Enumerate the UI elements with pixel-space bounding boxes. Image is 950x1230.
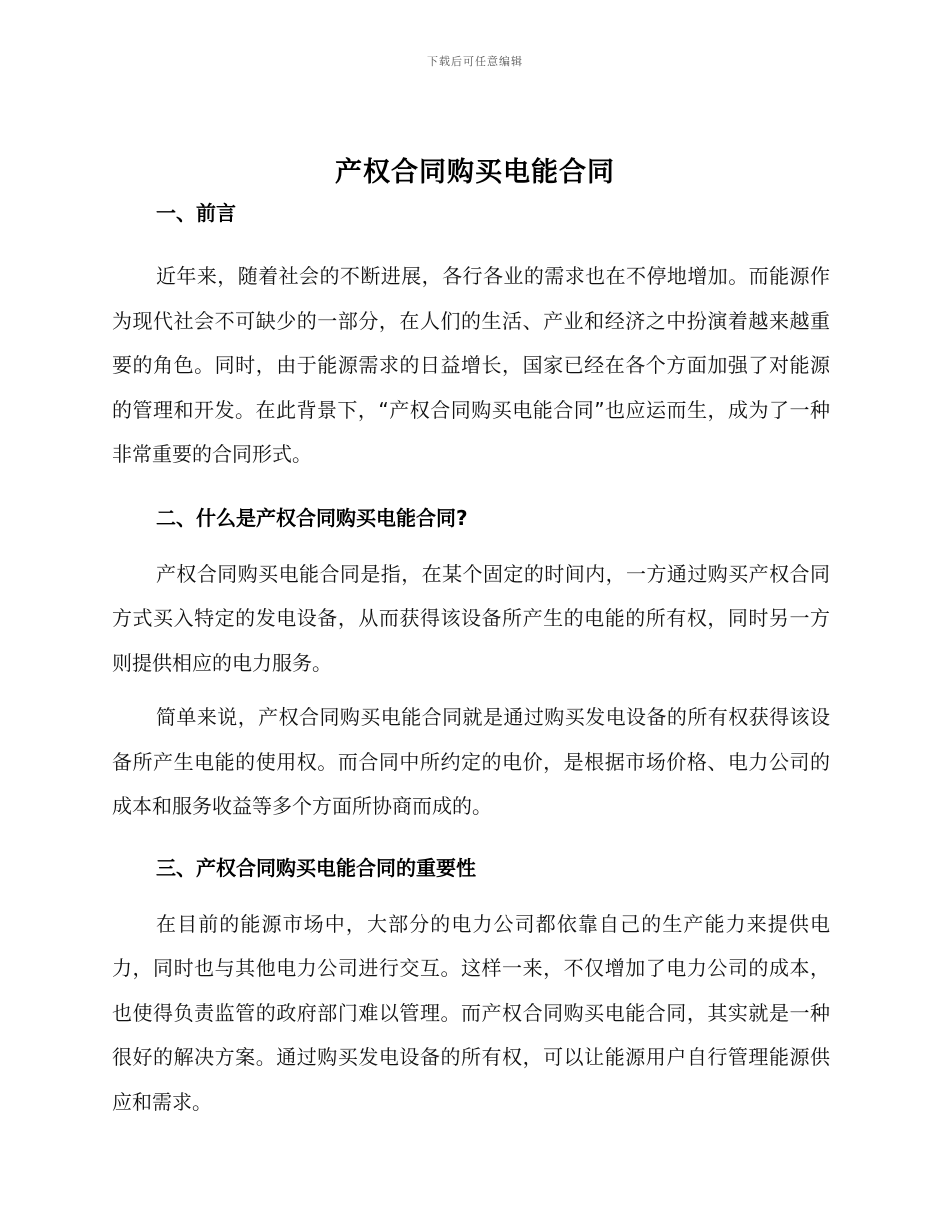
- paragraph-preface: 近年来，随着社会的不断进展，各行各业的需求也在不停地增加。而能源作为现代社会不可缺少的一部分，在人们的生活、产业和经济之中扮演着越来越重要的角色。同时，由于能源需求的日益增长，国家已经在各个方面加强了对能源的管理和开发。在此背景下，“产权合同购买电能合同”也应运而生，成为了一种非常重要的合同形式。: [112, 264, 830, 466]
- section-heading-definition: 二、什么是产权合同购买电能合同?: [156, 505, 468, 530]
- document-title: 产权合同购买电能合同: [335, 157, 615, 188]
- header-note: 下载后可任意编辑: [427, 55, 523, 68]
- paragraph-definition-2: 简单来说，产权合同购买电能合同就是通过购买发电设备的所有权获得该设备所产生电能的使用权。而合同中所约定的电价，是根据市场价格、电力公司的成本和服务收益等多个方面所协商而成的。: [112, 705, 830, 818]
- paragraph-definition-1: 产权合同购买电能合同是指，在某个固定的时间内，一方通过购买产权合同方式买入特定的发电设备，从而获得该设备所产生的电能的所有权，同时另一方则提供相应的电力服务。: [112, 561, 830, 675]
- document-body: [112, 198, 830, 1124]
- section-heading-importance: 三、产权合同购买电能合同的重要性: [156, 855, 476, 880]
- paragraph-importance: 在目前的能源市场中，大部分的电力公司都依靠自己的生产能力来提供电力，同时也与其他电力公司进行交互。这样一来，不仅增加了电力公司的成本，也使得负责监管的政府部门难以管理。而产权合同购买电能合同，其实就是一种很好的解决方案。通过购买发电设备的所有权，可以让能源用户自行管理能源供应和需求。: [112, 911, 830, 1114]
- section-heading-preface: 一、前言: [156, 201, 236, 225]
